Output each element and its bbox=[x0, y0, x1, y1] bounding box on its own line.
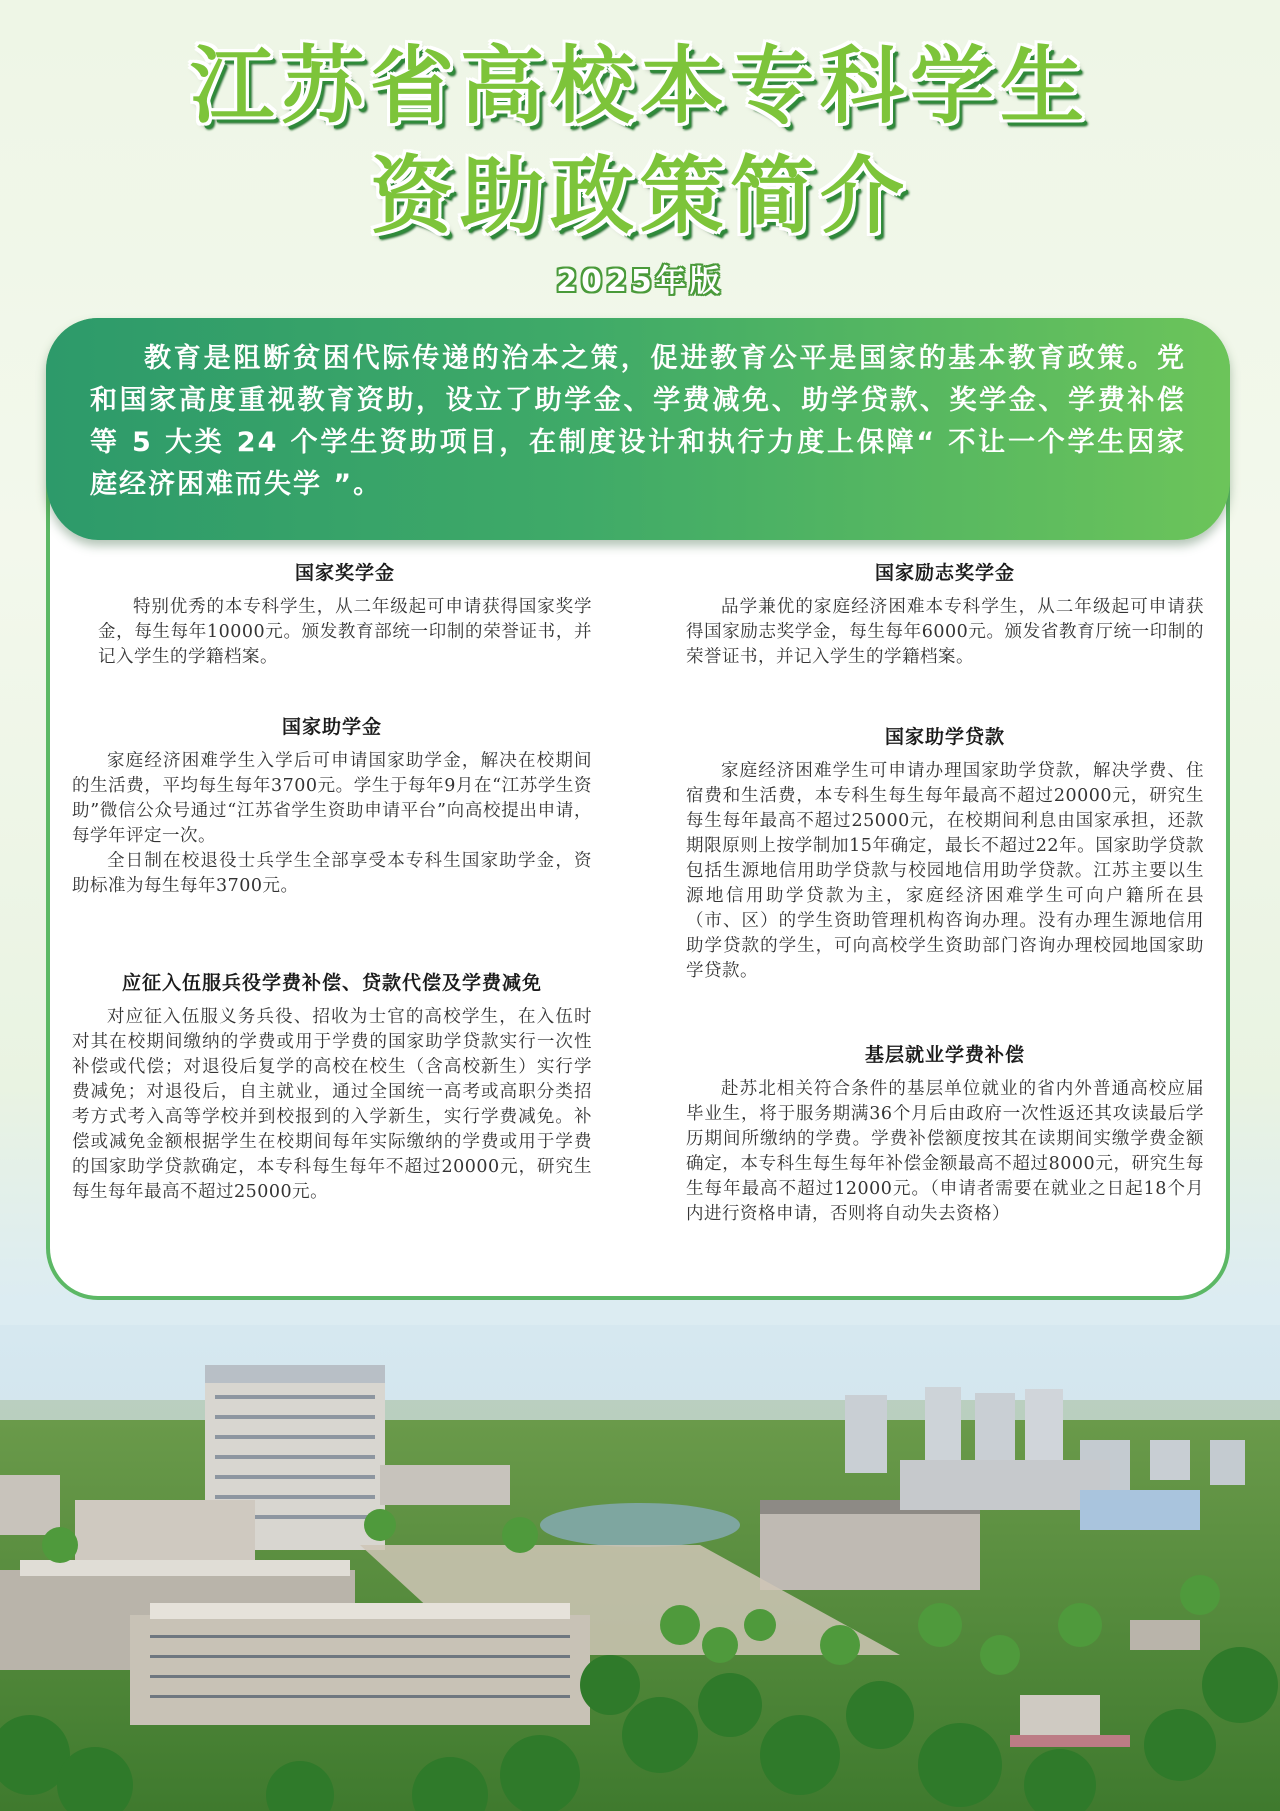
section-national-scholarship bbox=[98, 558, 592, 670]
edition-label: 2025年版 bbox=[556, 264, 724, 299]
section-paragraph: 品学兼优的家庭经济困难本专科学生，从二年级起可申请获得国家励志奖学金，每生每年6000元。颁发省教育厅统一印制的荣誉证书，并记入学生的学籍档案。 bbox=[686, 597, 1204, 667]
page-title-line-1: 江苏省高校本专科学生 bbox=[189, 37, 1090, 135]
section-national-grant bbox=[72, 712, 592, 899]
section-paragraph: 家庭经济困难学生可申请办理国家助学贷款，解决学费、住宿费和生活费，本专科生每生每年最高不超过20000元，研究生每生每年最高不超过25000元，在校期间利息由国家承担，还款期限原则上按学制加15年确定，最长不超过22年。国家助学贷款包括生源地信用助学贷款与校园地信用助学贷款。江苏主要以生源地信用助学贷款为主，家庭经济困难学生可向户籍所在县（市、区）的学生资助管理机构咨询办理。没有办理生源地信用助学贷款的学生，可向高校学生资助部门咨询办理校园地国家助学贷款。 bbox=[686, 761, 1204, 981]
section-paragraph: 对应征入伍服义务兵役、招收为士官的高校学生，在入伍时对其在校期间缴纳的学费或用于学费的国家助学贷款实行一次性补偿或代偿；对退役后复学的高校在校生（含高校新生）实行学费减免；对退役后，自主就业，通过全国统一高考或高职分类招考方式考入高等学校并到校报到的入学新生，实行学费减免。补偿或减免金额根据学生在校期间每年实际缴纳的学费或用于学费的国家助学贷款确定，本专科每生每年不超过20000元，研究生每生每年最高不超过25000元。 bbox=[72, 1007, 592, 1202]
section-paragraph: 全日制在校退役士兵学生全部享受本专科生国家助学金，资助标准为每生每年3700元。 bbox=[72, 851, 592, 896]
campus-aerial-photo bbox=[0, 1325, 1280, 1811]
section-paragraph: 家庭经济困难学生入学后可申请国家助学金，解决在校期间的生活费，平均每生每年3700元。学生于每年9月在“江苏学生资助”微信公众号通过“江苏省学生资助申请平台”向高校提出申请，每学年评定一次。 bbox=[72, 751, 592, 846]
section-title: 国家励志奖学金 bbox=[874, 562, 1015, 584]
section-title: 国家奖学金 bbox=[294, 562, 395, 584]
section-title: 基层就业学费补偿 bbox=[864, 1044, 1025, 1066]
campus-illustration bbox=[0, 1325, 1280, 1811]
intro-banner bbox=[46, 318, 1230, 540]
section-military-service bbox=[72, 968, 592, 1205]
section-inspirational-scholarship bbox=[686, 558, 1204, 670]
section-paragraph: 赴苏北相关符合条件的基层单位就业的省内外普通高校应届毕业生，将于服务期满36个月后由政府一次性返还其攻读最后学历期间所缴纳的学费。学费补偿额度按其在读期间实缴学费金额确定，本专科生每生每年补偿金额最高不超过8000元，研究生每生每年最高不超过12000元。（申请者需要在就业之日起18个月内进行资格申请，否则将自动失去资格） bbox=[686, 1079, 1204, 1224]
section-title: 应征入伍服兵役学费补偿、贷款代偿及学费减免 bbox=[121, 972, 542, 994]
page-title-line-2: 资助政策简介 bbox=[369, 147, 910, 245]
section-title: 国家助学金 bbox=[281, 716, 382, 738]
section-grassroots-employment bbox=[686, 1040, 1204, 1227]
section-student-loan bbox=[686, 722, 1204, 984]
section-paragraph: 特别优秀的本专科学生，从二年级起可申请获得国家奖学金，每生每年10000元。颁发教育部统一印制的荣誉证书，并记入学生的学籍档案。 bbox=[98, 597, 592, 667]
section-title: 国家助学贷款 bbox=[884, 726, 1005, 748]
intro-text: 教育是阻断贫困代际传递的治本之策，促进教育公平是国家的基本教育政策。党和国家高度重视教育资助，设立了助学金、学费减免、助学贷款、奖学金、学费补偿等 5 大类 24 个学生资助项目，在制度设计和执行力度上保障“ 不让一个学生因家庭经济困难而失学 ”。 bbox=[90, 343, 1186, 500]
